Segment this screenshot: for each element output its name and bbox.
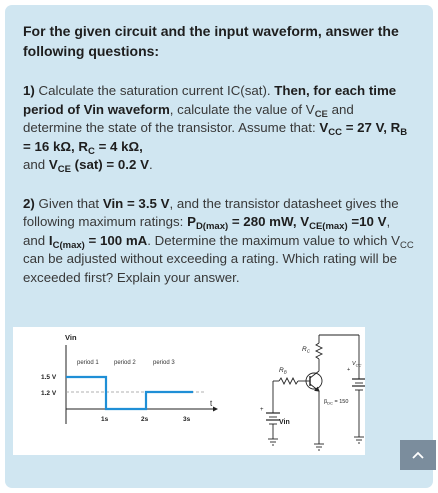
vcc-plus: + — [347, 367, 351, 373]
vin-label: Vin — [279, 419, 290, 426]
time-1s-label: 1s — [101, 416, 109, 423]
period-2-label: period 2 — [114, 360, 136, 366]
time-3s-label: 3s — [183, 416, 191, 423]
vin-signal — [66, 377, 193, 409]
waveform-y-label: Vin — [65, 333, 77, 342]
level-1-5-label: 1.5 V — [41, 374, 57, 381]
period-1-label: period 1 — [77, 360, 99, 366]
period-3-label: period 3 — [153, 360, 175, 366]
waveform-t-label: t — [210, 399, 213, 408]
rb-resistor — [279, 378, 298, 384]
x-axis-arrow — [213, 407, 218, 412]
scroll-up-button[interactable] — [400, 440, 436, 470]
beta-label: $\beta_{DC} = 150$ — [324, 399, 349, 406]
waveform-graph — [41, 333, 218, 424]
time-2s-label: 2s — [141, 416, 149, 423]
circuit-figure — [13, 327, 365, 455]
circuit-schematic — [266, 335, 365, 450]
rc-resistor — [316, 343, 322, 359]
vin-plus: + — [260, 407, 264, 413]
rc-label: $R_C$ — [302, 346, 310, 354]
question-2: 2) Given that Vin = 3.5 V, and the transistor datasheet gives the following maximum ratings: $P_{D(max)} = 280$ mW, $V_{CE(max)} =10$ V, and $I_{C(max)} = 100$ mA. Determine the maximum value to which $V_{CC}$ can be adjusted without exceeding a rating. Which rating will be exceeded first? Explain your answer. — [23, 195, 414, 285]
chevron-up-icon — [411, 450, 425, 460]
rb-label: $R_B$ — [279, 367, 287, 375]
figure-svg — [13, 327, 365, 455]
level-1-2-label: 1.2 V — [41, 390, 57, 397]
circuit-labels — [260, 346, 362, 426]
question-1: 1) Calculate the saturation current IC(sat). Then, for each time period of Vin waveform, calculate the value of $V_{CE}$ and determine the state of the transistor. Assume that: $V_{CC} = 27$ V, $R_B = 16$ kΩ, $R_C = 4$ kΩ, and $V_{CE}$ (sat) = 0.2 V. — [23, 83, 408, 175]
vcc-label: $V_{CC}$ — [352, 361, 362, 368]
q2-number: 2) — [23, 195, 35, 211]
question-heading: For the given circuit and the input waveform, answer the following questions: — [23, 23, 399, 59]
q1-number: 1) — [23, 83, 35, 98]
